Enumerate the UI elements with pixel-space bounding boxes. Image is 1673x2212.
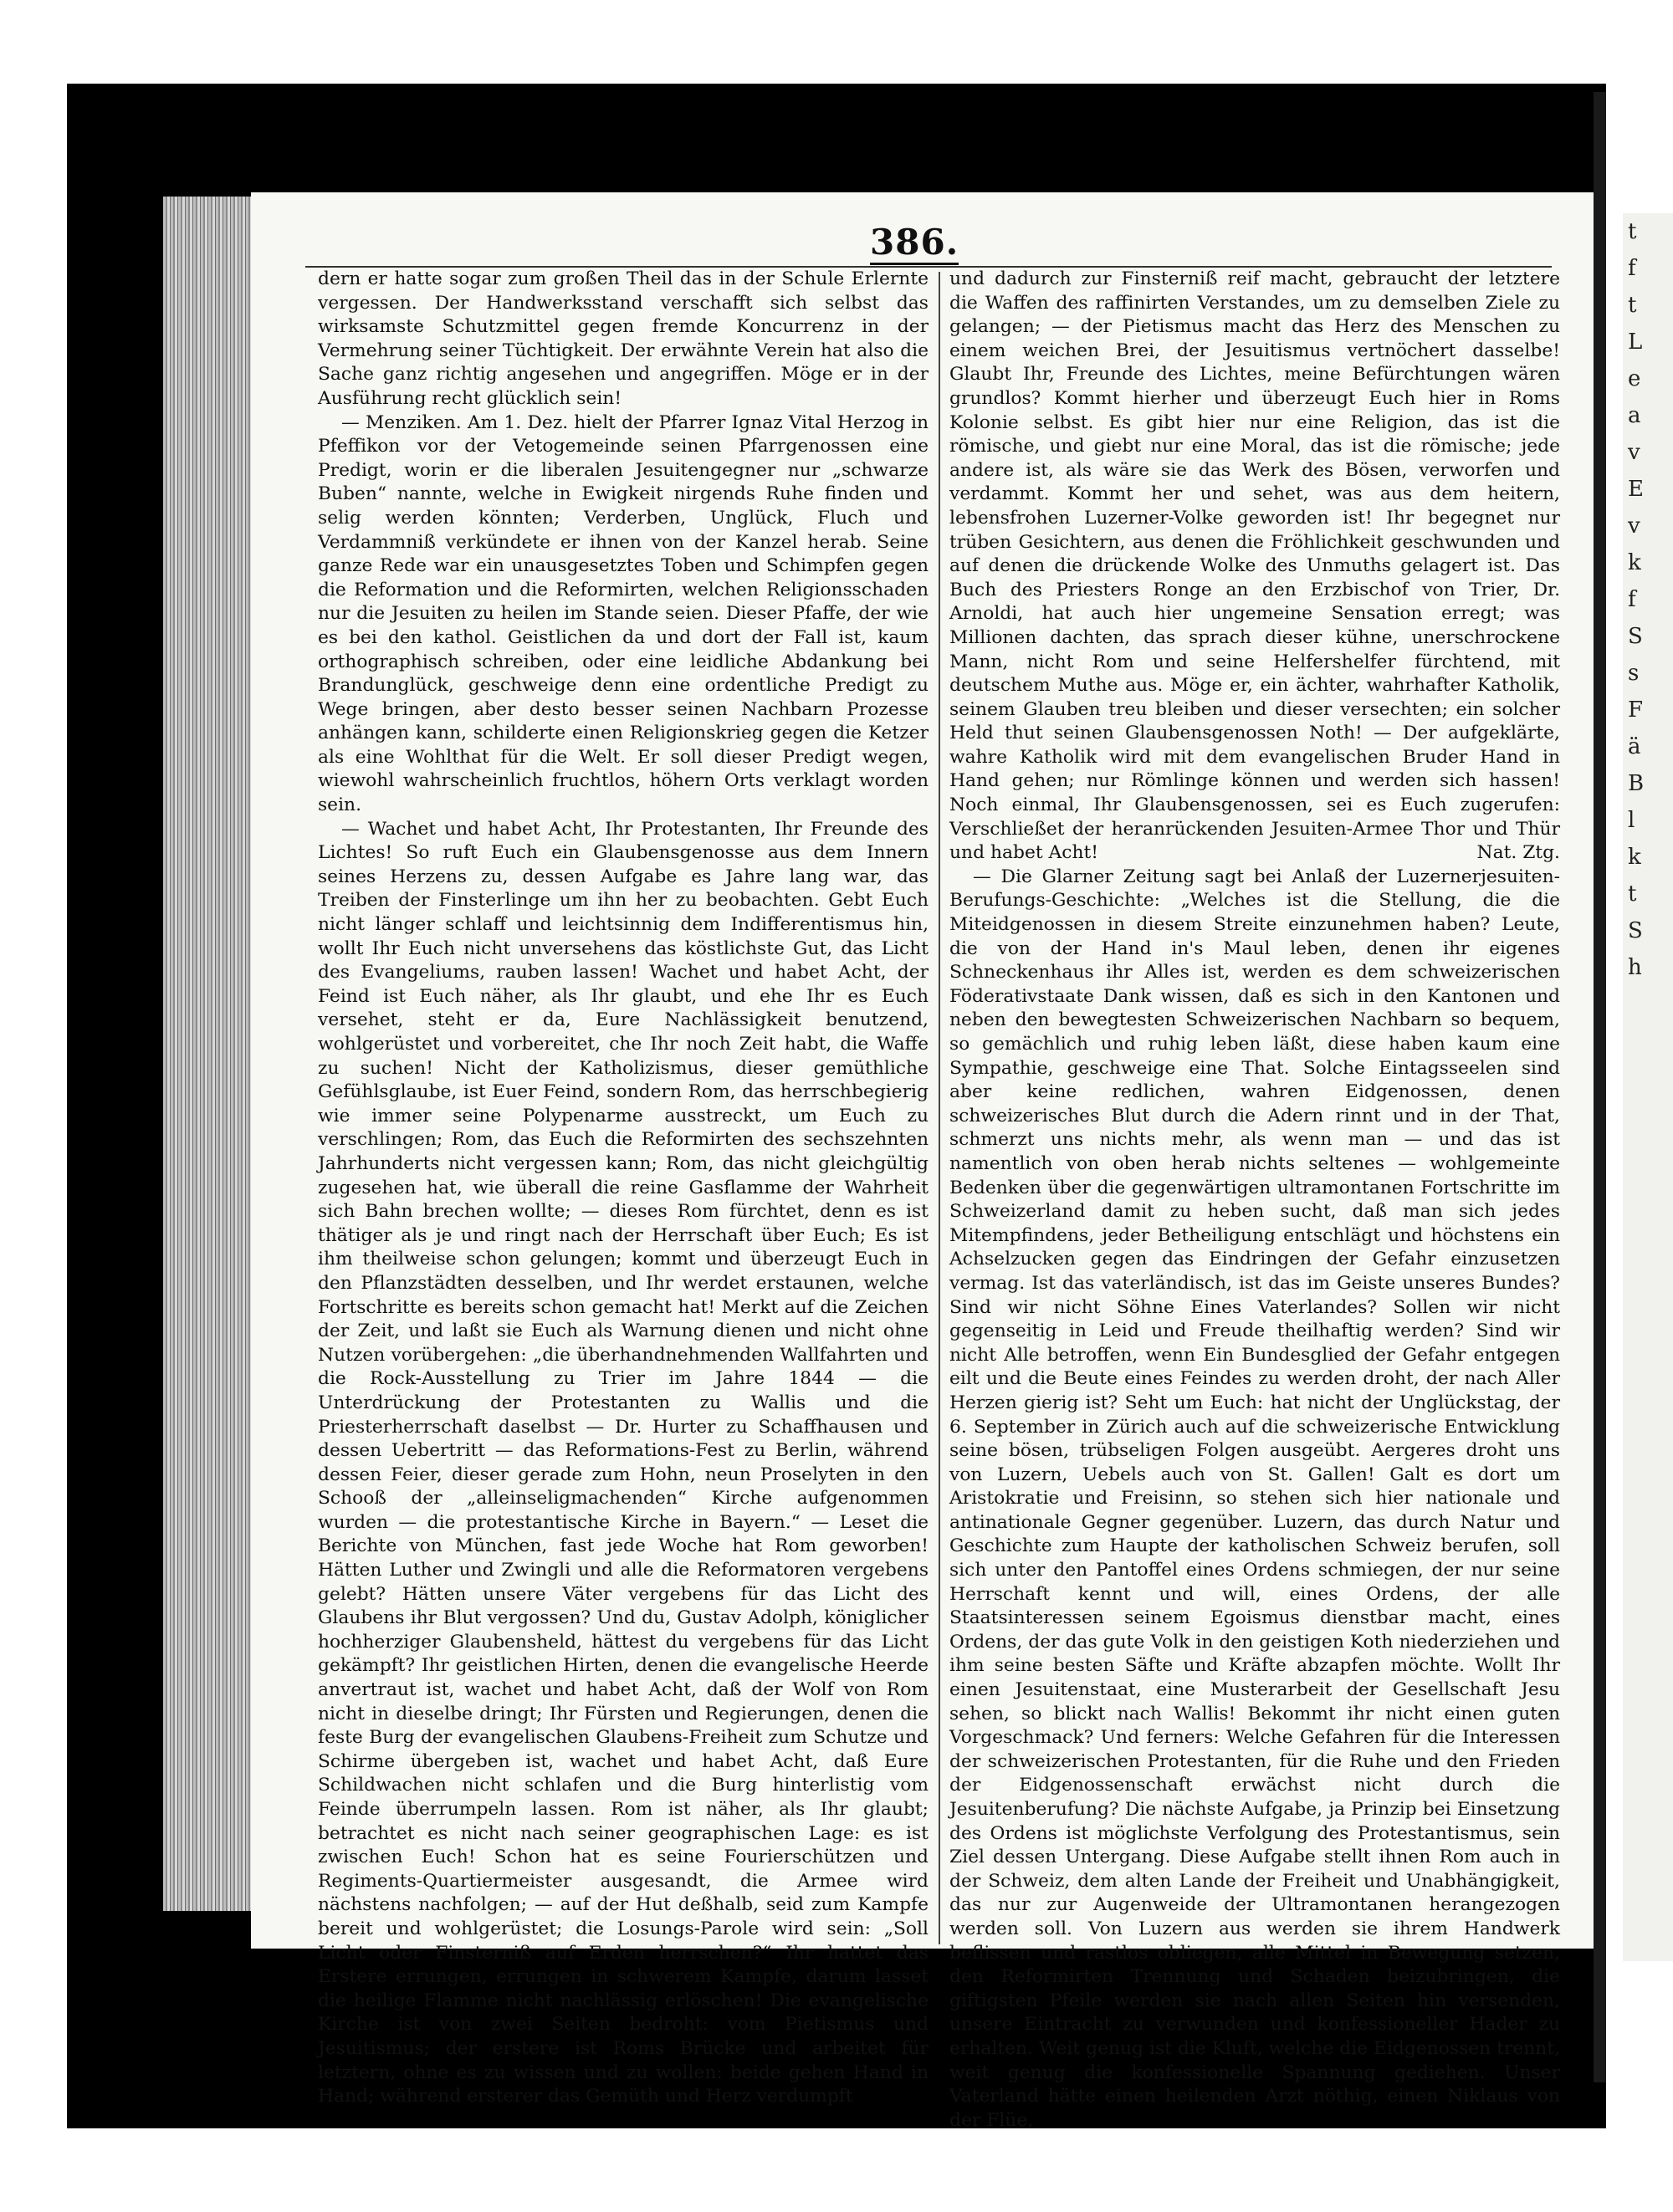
next-page-fragment	[1623, 213, 1673, 1961]
next-page-letter: t	[1628, 219, 1637, 244]
next-page-letter: ä	[1628, 734, 1641, 759]
right-column	[949, 268, 1560, 2131]
next-page-letter: f	[1628, 587, 1636, 612]
next-page-letter: E	[1628, 477, 1644, 502]
next-page-letter: k	[1628, 550, 1641, 575]
next-page-letter: a	[1628, 403, 1641, 428]
next-page-letter: f	[1628, 256, 1636, 281]
page-edge-shadow	[1594, 92, 1606, 2082]
left-column	[318, 268, 929, 2107]
next-page-letter: k	[1628, 845, 1641, 870]
next-page-letter: L	[1628, 330, 1643, 355]
column-divider	[939, 272, 940, 1944]
next-page-letter: h	[1628, 955, 1642, 980]
next-page-letter: s	[1628, 661, 1640, 686]
next-page-letter: S	[1628, 918, 1643, 943]
source-signature: Nat. Ztg.	[1476, 842, 1560, 864]
next-page-letter: e	[1628, 366, 1641, 391]
continuation-text: und dadurch zur Finsterniß reif macht, gebraucht der letztere die Waffen des raffinirten Verstandes, um zu demselben Ziele zu gelangen; — der Pietismus macht das Herz des Menschen zu einem weichen Brei, der Jesuitismus vertnöchert dasselbe! Glaubt Ihr, Freunde des Lichtes, meine Befürchtungen wären grundlos? Kommt hierher und überzeugt Euch hier in Roms Kolonie selbst. Es gibt hier nur eine Religion, das ist die römische, und giebt nur eine Moral, das ist die römische; jede andere ist, als wäre sie das Werk des Bösen, verworfen und verdammt. Kommt her und sehet, was aus dem heitern, lebensfrohen Luzerner-Volke geworden ist! Ihr begegnet nur trüben Gesichtern, aus denen die Fröhlichkeit geschwunden und auf denen die drückende Wolke des Unmuths gelagert ist. Das Buch des Priesters Ronge an den Erzbischof von Trier, Dr. Arnoldi, hat auch hier ungemeine Sensation erregt; was Millionen dachten, das sprach dieser kühne, unerschrockene Mann, nicht Rom und seine Helfershelfer fürchtend, mit deutschem Muthe aus. Möge er, ein ächter, wahrhafter Katholik, seinem Glauben treu bleiben und dieser versechten; ein solcher Held thut seinen Glaubensgenossen Noth! — Der aufgeklärte, wahre Katholik wird mit dem evangelischen Bruder Hand in Hand gehen; nur Römlinge können und werden sich hassen! Noch einmal, Ihr Glaubensgenossen, sei es Euch zugerufen: Verschließet der heranrückenden Jesuiten-Armee Thor und Thür und habet Acht!	[949, 268, 1560, 864]
page-number: 386.	[870, 222, 959, 265]
next-page-letter: B	[1628, 771, 1645, 796]
next-page-letter: F	[1628, 697, 1644, 723]
paragraph-handwerk: dern er hatte sogar zum großen Theil das in der Schule Erlernte vergessen. Der Handwerksstand verschafft sich selbst das wirksamste Schutzmittel gegen fremde Koncurrenz in der Vermehrung seiner Tüchtigkeit. Der erwähnte Verein hat also die Sache ganz richtig angesehen und angegriffen. Möge er in der Ausführung recht glücklich sein!	[318, 268, 929, 409]
paragraph-glarner-zeitung: — Die Glarner Zeitung sagt bei Anlaß der Luzernerjesuiten-Berufungs-Geschichte: „Welches ist die Stellung, die die Miteidgenossen in diesem Streite einzunehmen haben? Leute, die von der Hand in's Maul leben, denen ihr eigenes Schneckenhaus ihr Alles ist, werden es dem schweizerischen Föderativstaate Dank wissen, daß es sich in den Kantonen und neben den bewegtesten Schweizerischen Nachbarn so bequem, so gemächlich und ruhig leben läßt, diese haben kaum eine Sympathie, geschweige eine That. Solche Eintagsseelen sind aber keine redlichen, wahren Eidgenossen, denen schweizerisches Blut durch die Adern rinnt und in der That, schmerzt uns nichts mehr, als wenn man — und das ist namentlich von oben herab nichts seltenes — wohlgemeinte Bedenken über die gegenwärtigen ultramontanen Fortschritte im Schweizerland damit zu heben sucht, daß man sich jedes Mitempfindens, jeder Betheiligung entschlägt und höchstens ein Achselzucken gegen das Eindringen der Gefahr einzusetzen vermag. Ist das vaterländisch, ist das im Geiste unseres Bundes? Sind wir nicht Söhne Eines Vaterlandes? Sollen wir nicht gegenseitig in Leid und Freude theilhaftig werden? Sind wir nicht Alle betroffen, wenn Ein Bundesglied der Gefahr entgegen eilt und die Beute eines Feindes zu werden droht, der nach Aller Herzen gierig ist? Seht um Euch: hat nicht der Unglückstag, der 6. September in Zürich auch auf die schweizerische Entwicklung seine bösen, trübseligen Folgen ausgeübt. Aergeres droht uns von Luzern, Uebels auch von St. Gallen! Galt es dort um Aristokratie und Freisinn, so stehen sich hier nationale und antinationale Gegner gegenüber. Luzern, das durch Natur und Geschichte zum Haupte der katholischen Schweiz berufen, soll sich unter den Pantoffel eines Ordens schmiegen, der nur seine Herrschaft kennt und will, eines Ordens, der alle Staatsinteressen seinem Egoismus dienstbar macht, eines Ordens, der das gute Volk in den geistigen Koth niederziehen und ihm seine besten Säfte und Kräfte abzapfen möchte. Wollt Ihr einen Jesuitenstaat, eine Musterarbeit der Gesellschaft Jesu sehen, so blickt nach Wallis! Bekommt ihr nicht einen guten Vorgeschmack? Und ferners: Welche Gefahren für die Interessen der schweizerischen Protestanten, für die Ruhe und den Frieden der Eidgenossenschaft erwächst nicht durch die Jesuitenberufung? Die nächste Aufgabe, ja Prinzip bei Einsetzung des Ordens ist möglichste Verfolgung des Protestantismus, sein Ziel dessen Untergang. Diese Aufgabe stellt ihnen Rom auch in der Schweiz, dem alten Lande der Freiheit und Unabhängigkeit, das nur zur Augenweide der Ultramontanen herangezogen werden soll. Von Luzern aus werden sie ihrem Handwerk beflissen und rastlos obliegen, alle Mittel in Bewegung setzen, den Reformirten Trennung und Schaden beizubringen, die giftigsten Pfeile werden sie nach allen Seiten hin versenden, unsere Eintracht zu verwunden und konfessioneller Hader zu erhalten. Weit genug ist die Kluft, welche die Eidgenossen trennt, weit genug die konfessionelle Spannung gediehen. Unser Vaterland hätte einen heilenden Arzt nöthig, einen Niklaus von der Flüe,	[949, 866, 1560, 2131]
paragraph-wachet: — Wachet und habet Acht, Ihr Protestanten, Ihr Freunde des Lichtes! So ruft Euch ein Glaubensgenosse aus dem Innern seines Herzens zu, dessen Aufgabe es Jahre lang war, das Treiben der Finsterlinge um ihn her zu beobachten. Gebt Euch nicht länger schlaff und leichtsinnig dem Indifferentismus hin, wollt Ihr Euch nicht unversehens das köstlichste Gut, das Licht des Evangeliums, rauben lassen! Wachet und habet Acht, der Feind ist Euch näher, als Ihr glaubt, und ehe Ihr es Euch versehet, steht er da, Eure Nachlässigkeit benutzend, wohlgerüstet und vorbereitet, che Ihr noch Zeit habt, die Waffe zu suchen! Nicht der Katholizismus, dieser gemüthliche Gefühlsglaube, ist Euer Feind, sondern Rom, das herrschbegierig wie immer seine Polypenarme ausstreckt, um Euch zu verschlingen; Rom, das Euch die Reformirten des sechszehnten Jahrhunderts nicht vergessen kann; Rom, das nicht gleichgültig zugesehen hat, wie überall die reine Gasflamme der Wahrheit sich Bahn brechen wollte; — dieses Rom fürchtet, denn es ist thätiger als je und ringt nach der Herrschaft über Euch; Es ist ihm theilweise schon gelungen; kommt und überzeugt Euch in den Pflanzstädten desselben, und Ihr werdet erstaunen, welche Fortschritte es bereits schon gemacht hat! Merkt auf die Zeichen der Zeit, und laßt sie Euch als Warnung dienen und nicht ohne Nutzen vorübergehen: „die überhandnehmenden Wallfahrten und die Rock-Ausstellung zu Trier im Jahre 1844 — die Unterdrückung der Protestanten zu Wallis und die Priesterherrschaft daselbst — Dr. Hurter zu Schaffhausen und dessen Uebertritt — das Reformations-Fest zu Berlin, während dessen Feier, dieser gerade zum Hohn, neun Proselyten in den Schooß der „alleinseligmachenden“ Kirche aufgenommen wurden — die protestantische Kirche in Bayern.“ — Leset die Berichte von München, fast jede Woche hat Rom geworben! Hätten Luther und Zwingli und alle die Reformatoren vergebens gelebt? Hätten unsere Väter vergebens für das Licht des Glaubens ihr Blut vergossen? Und du, Gustav Adolph, königlicher hochherziger Glaubensheld, hättest du vergebens für das Licht gekämpft? Ihr geistlichen Hirten, denen die evangelische Heerde anvertraut ist, wachet und habet Acht, daß der Wolf von Rom nicht in dieselbe dringt; Ihr Fürsten und Regierungen, denen die feste Burg der evangelischen Glaubens-Freiheit zum Schutze und Schirme übergeben ist, wachet und habet Acht, daß Eure Schildwachen nicht schlafen und die Burg hinterlistig vom Feinde überrumpeln lassen. Rom ist näher, als Ihr glaubt; betrachtet es nicht nach seiner geographischen Lage: es ist zwischen Euch! Schon hat es seine Fourierschützen und Regiments-Quartiermeister ausgesandt, die Armee wird nächstens nachfolgen; — auf der Hut deßhalb, seid zum Kampfe bereit und wohlgerüstet; die Losungs-Parole wird sein: „Soll Licht oder Finsterniß auf Erden herrschen?“ Ihr hattet das Erstere errungen, errungen in schwerem Kampfe, darum lasset die heilige Flamme nicht nachlässig erlöschen! Die evangelische Kirche ist von zwei Seiten bedroht: vom Pietismus und Jesuitismus; der erstere ist Roms Brücke und arbeitet für letztern, ohne es zu wissen und zu wollen: beide gehen Hand in Hand; während ersterer das Gemüth und Herz verdumpft	[318, 818, 929, 2107]
next-page-letter: S	[1628, 624, 1643, 649]
next-page-letter: t	[1628, 293, 1637, 318]
book-binding	[163, 197, 263, 1911]
next-page-letter: t	[1628, 881, 1637, 907]
next-page-letter: v	[1628, 440, 1640, 465]
paragraph-continuation	[949, 268, 1560, 866]
next-page-letter: v	[1628, 513, 1640, 539]
next-page-letter: l	[1628, 808, 1635, 833]
paragraph-menziken: — Menziken. Am 1. Dez. hielt der Pfarrer Ignaz Vital Herzog in Pfeffikon vor der Vetogemeinde seinen Pfarrgenossen eine Predigt, worin er die liberalen Jesuitengegner nur „schwarze Buben“ nannte, welche in Ewigkeit nirgends Ruhe finden und selig werden könnten; Verderben, Unglück, Fluch und Verdammniß verkündete er ihnen von der Kanzel herab. Seine ganze Rede war ein unausgesetztes Toben und Schimpfen gegen die Reformation und die Reformirten, welchen Religionsschaden nur die Jesuiten zu heilen im Stande seien. Dieser Pfaffe, der wie es bei den kathol. Geistlichen da und dort der Fall ist, kaum orthographisch schreiben, oder eine leidliche Abdankung bei Brandunglück, geschweige denn eine ordentliche Predigt zu Wege bringen, aber desto besser seinen Nachbarn Prozesse anhängen kann, schilderte einen Religionskrieg gegen die Ketzer als eine Wohlthat für die Welt. Er soll dieser Predigt wegen, wiewohl wahrscheinlich fruchtlos, höhern Orts verklagt worden sein.	[318, 411, 929, 816]
